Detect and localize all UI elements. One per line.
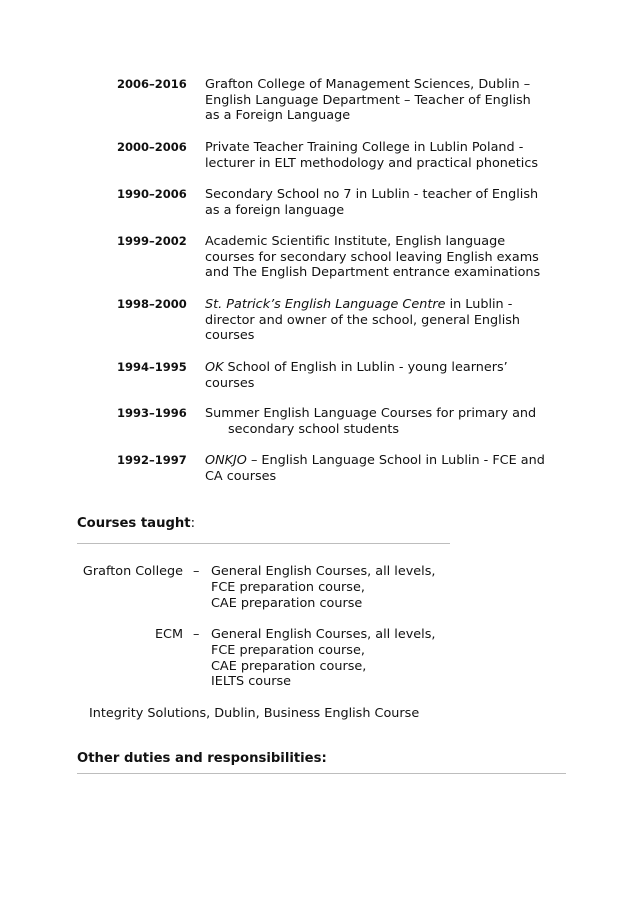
employment-years: 1990–2006 (117, 187, 187, 201)
employment-years: 1999–2002 (117, 234, 187, 248)
employment-description (205, 140, 585, 171)
text-run: courses (205, 328, 255, 344)
employment-years: 1998–2000 (117, 297, 187, 311)
description-line (205, 469, 585, 485)
other-duties-heading: Other duties and responsibilities: (77, 751, 327, 766)
text-run: CA courses (205, 468, 277, 484)
description-line (205, 265, 585, 281)
course-items (211, 627, 435, 690)
employment-description (205, 406, 585, 437)
description-line (205, 453, 585, 469)
course-item: FCE preparation course, (211, 642, 365, 658)
employment-years: 1992–1997 (117, 453, 187, 467)
section-divider (77, 543, 450, 544)
employment-description (205, 297, 585, 344)
dash-separator: – (193, 564, 200, 579)
integrity-solutions-line: Integrity Solutions, Dublin, Business English Course (89, 706, 420, 721)
italic-name: OK (205, 360, 224, 375)
course-school-label: Grafton College (82, 564, 183, 579)
text-run: courses (205, 375, 255, 391)
description-line (205, 313, 585, 329)
text-run: secondary school students (228, 421, 400, 437)
course-item: General English Courses, all levels, (211, 627, 436, 642)
text-run: lecturer in ELT methodology and practical phonetics (205, 155, 539, 171)
description-line (205, 234, 585, 250)
employment-years: 1994–1995 (117, 360, 187, 374)
text-run: Academic Scientific Institute, English language (205, 234, 506, 249)
section-divider (77, 773, 566, 774)
description-line (205, 360, 585, 376)
employment-years: 1993–1996 (117, 406, 187, 420)
description-line (205, 376, 585, 392)
text-run: Summer English Language Courses for primary and (205, 406, 537, 421)
text-run: and The English Department entrance examinations (205, 265, 541, 281)
employment-description (205, 234, 585, 281)
description-line (205, 187, 585, 203)
text-run: Secondary School no 7 in Lublin - teacher of English (205, 187, 539, 202)
course-item: CAE preparation course (211, 595, 363, 611)
description-line (205, 250, 585, 266)
employment-description (205, 187, 585, 218)
description-line (205, 156, 585, 172)
description-line (205, 93, 585, 109)
employment-years: 2000–2006 (117, 140, 187, 154)
course-items (211, 564, 435, 611)
description-line (205, 422, 585, 438)
description-line (205, 328, 585, 344)
dash-separator: – (193, 627, 200, 642)
text-run: as a Foreign Language (205, 108, 351, 124)
text-run: courses for secondary school leaving English exams (205, 249, 539, 265)
description-line (205, 203, 585, 219)
text-run: director and owner of the school, general English (205, 312, 521, 328)
text-run: Private Teacher Training College in Lublin Poland - (205, 140, 524, 155)
course-item: General English Courses, all levels, (211, 564, 436, 579)
employment-description (205, 77, 585, 124)
text-run: English Language Department – Teacher of English (205, 92, 531, 108)
description-line (205, 406, 585, 422)
text-run: – English Language School in Lublin - FCE and (246, 453, 545, 468)
italic-name: ONKJO (205, 453, 247, 468)
course-item: IELTS course (211, 674, 292, 690)
text-run: School of English in Lublin - young learners’ (223, 360, 508, 375)
text-run: Grafton College of Management Sciences, Dublin – (205, 77, 531, 92)
employment-description (205, 360, 585, 391)
text-run: as a foreign language (205, 202, 345, 218)
employment-description (205, 453, 585, 484)
description-line (205, 297, 585, 313)
description-line (205, 108, 585, 124)
italic-name: St. Patrick’s English Language Centre (205, 297, 446, 312)
course-item: CAE preparation course, (211, 658, 367, 674)
course-school-label: ECM (154, 627, 183, 642)
description-line (205, 140, 585, 156)
courses-taught-heading: Courses taught: (77, 516, 196, 531)
employment-years: 2006–2016 (117, 77, 187, 91)
text-run: in Lublin - (445, 297, 513, 312)
description-line (205, 77, 585, 93)
course-item: FCE preparation course, (211, 579, 365, 595)
